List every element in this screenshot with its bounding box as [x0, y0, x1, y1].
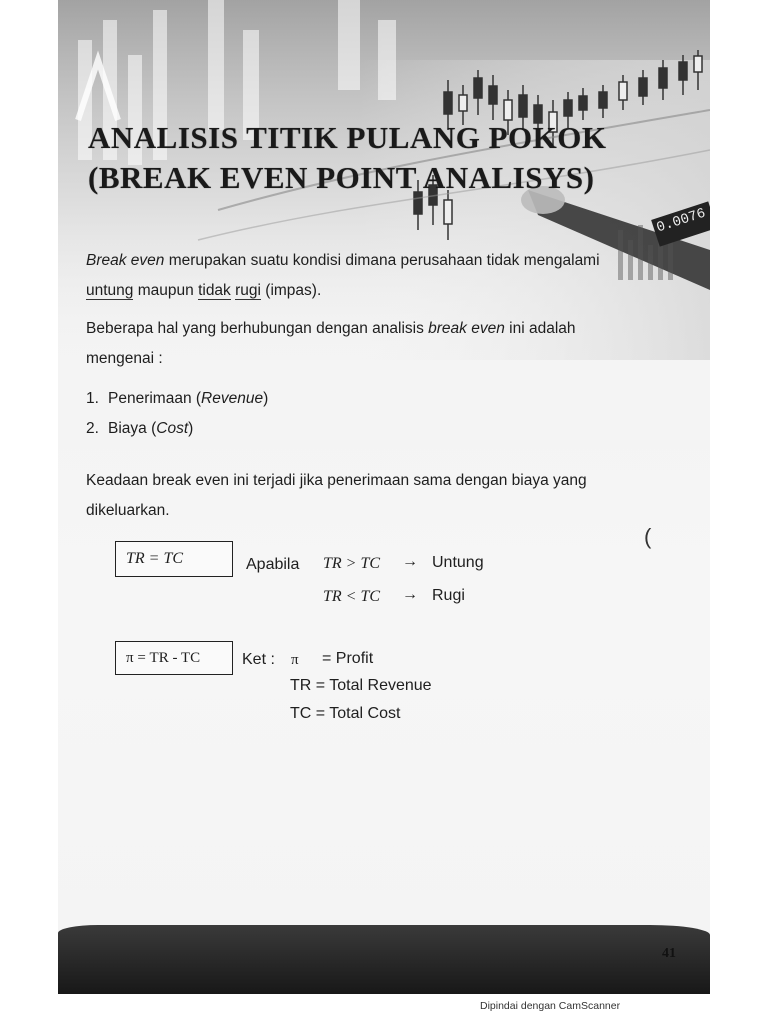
- ket-label: Ket :: [242, 651, 275, 668]
- condition-paragraph: [86, 466, 696, 526]
- intro-text: ini adalah: [504, 320, 576, 337]
- apabila-label: Apabila: [246, 556, 300, 573]
- arrow-right-icon: →: [402, 553, 418, 570]
- list-number: 1.: [86, 390, 99, 407]
- rugi-underlined: rugi: [235, 282, 261, 299]
- list-item: [86, 414, 268, 444]
- ticker-value: 0.0076: [654, 205, 708, 237]
- formula-box-profit: π = TR - TC: [115, 641, 233, 675]
- page-number: 41: [662, 946, 676, 961]
- title-line-2: (BREAK EVEN POINT ANALISYS): [88, 160, 595, 195]
- list-text: Penerimaan (: [108, 390, 202, 407]
- case1-result: Untung: [432, 554, 484, 571]
- intro-text: (impas).: [260, 282, 322, 299]
- list-text: Biaya (: [108, 420, 157, 437]
- intro-paragraph-1: [86, 246, 696, 306]
- arrow-right-icon: →: [402, 586, 418, 603]
- intro-paragraph-2: [86, 314, 696, 374]
- title-line-1: ANALISIS TITIK PULANG POKOK: [88, 120, 607, 155]
- case2-result: Rugi: [432, 587, 465, 604]
- list-italic: Revenue: [201, 390, 264, 407]
- numbered-list: [86, 384, 268, 444]
- intro-text: merupakan suatu kondisi dimana perusahaan tidak mengalami: [164, 252, 600, 269]
- page-footer-band: [58, 925, 710, 994]
- condition-text: dikeluarkan.: [86, 502, 170, 519]
- tr-definition: TR = Total Revenue: [290, 677, 432, 694]
- intro-text: mengenai :: [86, 350, 163, 367]
- break-even-term: Break even: [86, 252, 165, 269]
- formula-box-tr-equals-tc: TR = TC: [115, 541, 233, 577]
- camscanner-watermark: Dipindai dengan CamScanner: [480, 1000, 621, 1012]
- list-text: ): [188, 420, 194, 437]
- list-item: [86, 384, 268, 414]
- untung-underlined: untung: [86, 282, 134, 299]
- list-italic: Cost: [156, 420, 189, 437]
- list-number: 2.: [86, 420, 99, 437]
- scanned-page: [58, 0, 710, 994]
- break-even-term: break even: [428, 320, 505, 337]
- tc-definition: TC = Total Cost: [290, 705, 401, 722]
- profit-definition: = Profit: [322, 650, 374, 667]
- list-text: ): [263, 390, 269, 407]
- condition-text: Keadaan break even ini terjadi jika penerimaan sama dengan biaya yang: [86, 472, 587, 489]
- page-title: [88, 118, 607, 198]
- case2-expression: TR < TC: [323, 588, 381, 605]
- pi-symbol: π: [291, 652, 299, 668]
- margin-mark: (: [644, 524, 652, 549]
- tidak-underlined: tidak: [198, 282, 231, 299]
- intro-text: Beberapa hal yang berhubungan dengan analisis: [86, 320, 429, 337]
- intro-text: maupun: [133, 282, 199, 299]
- case1-expression: TR > TC: [323, 555, 381, 572]
